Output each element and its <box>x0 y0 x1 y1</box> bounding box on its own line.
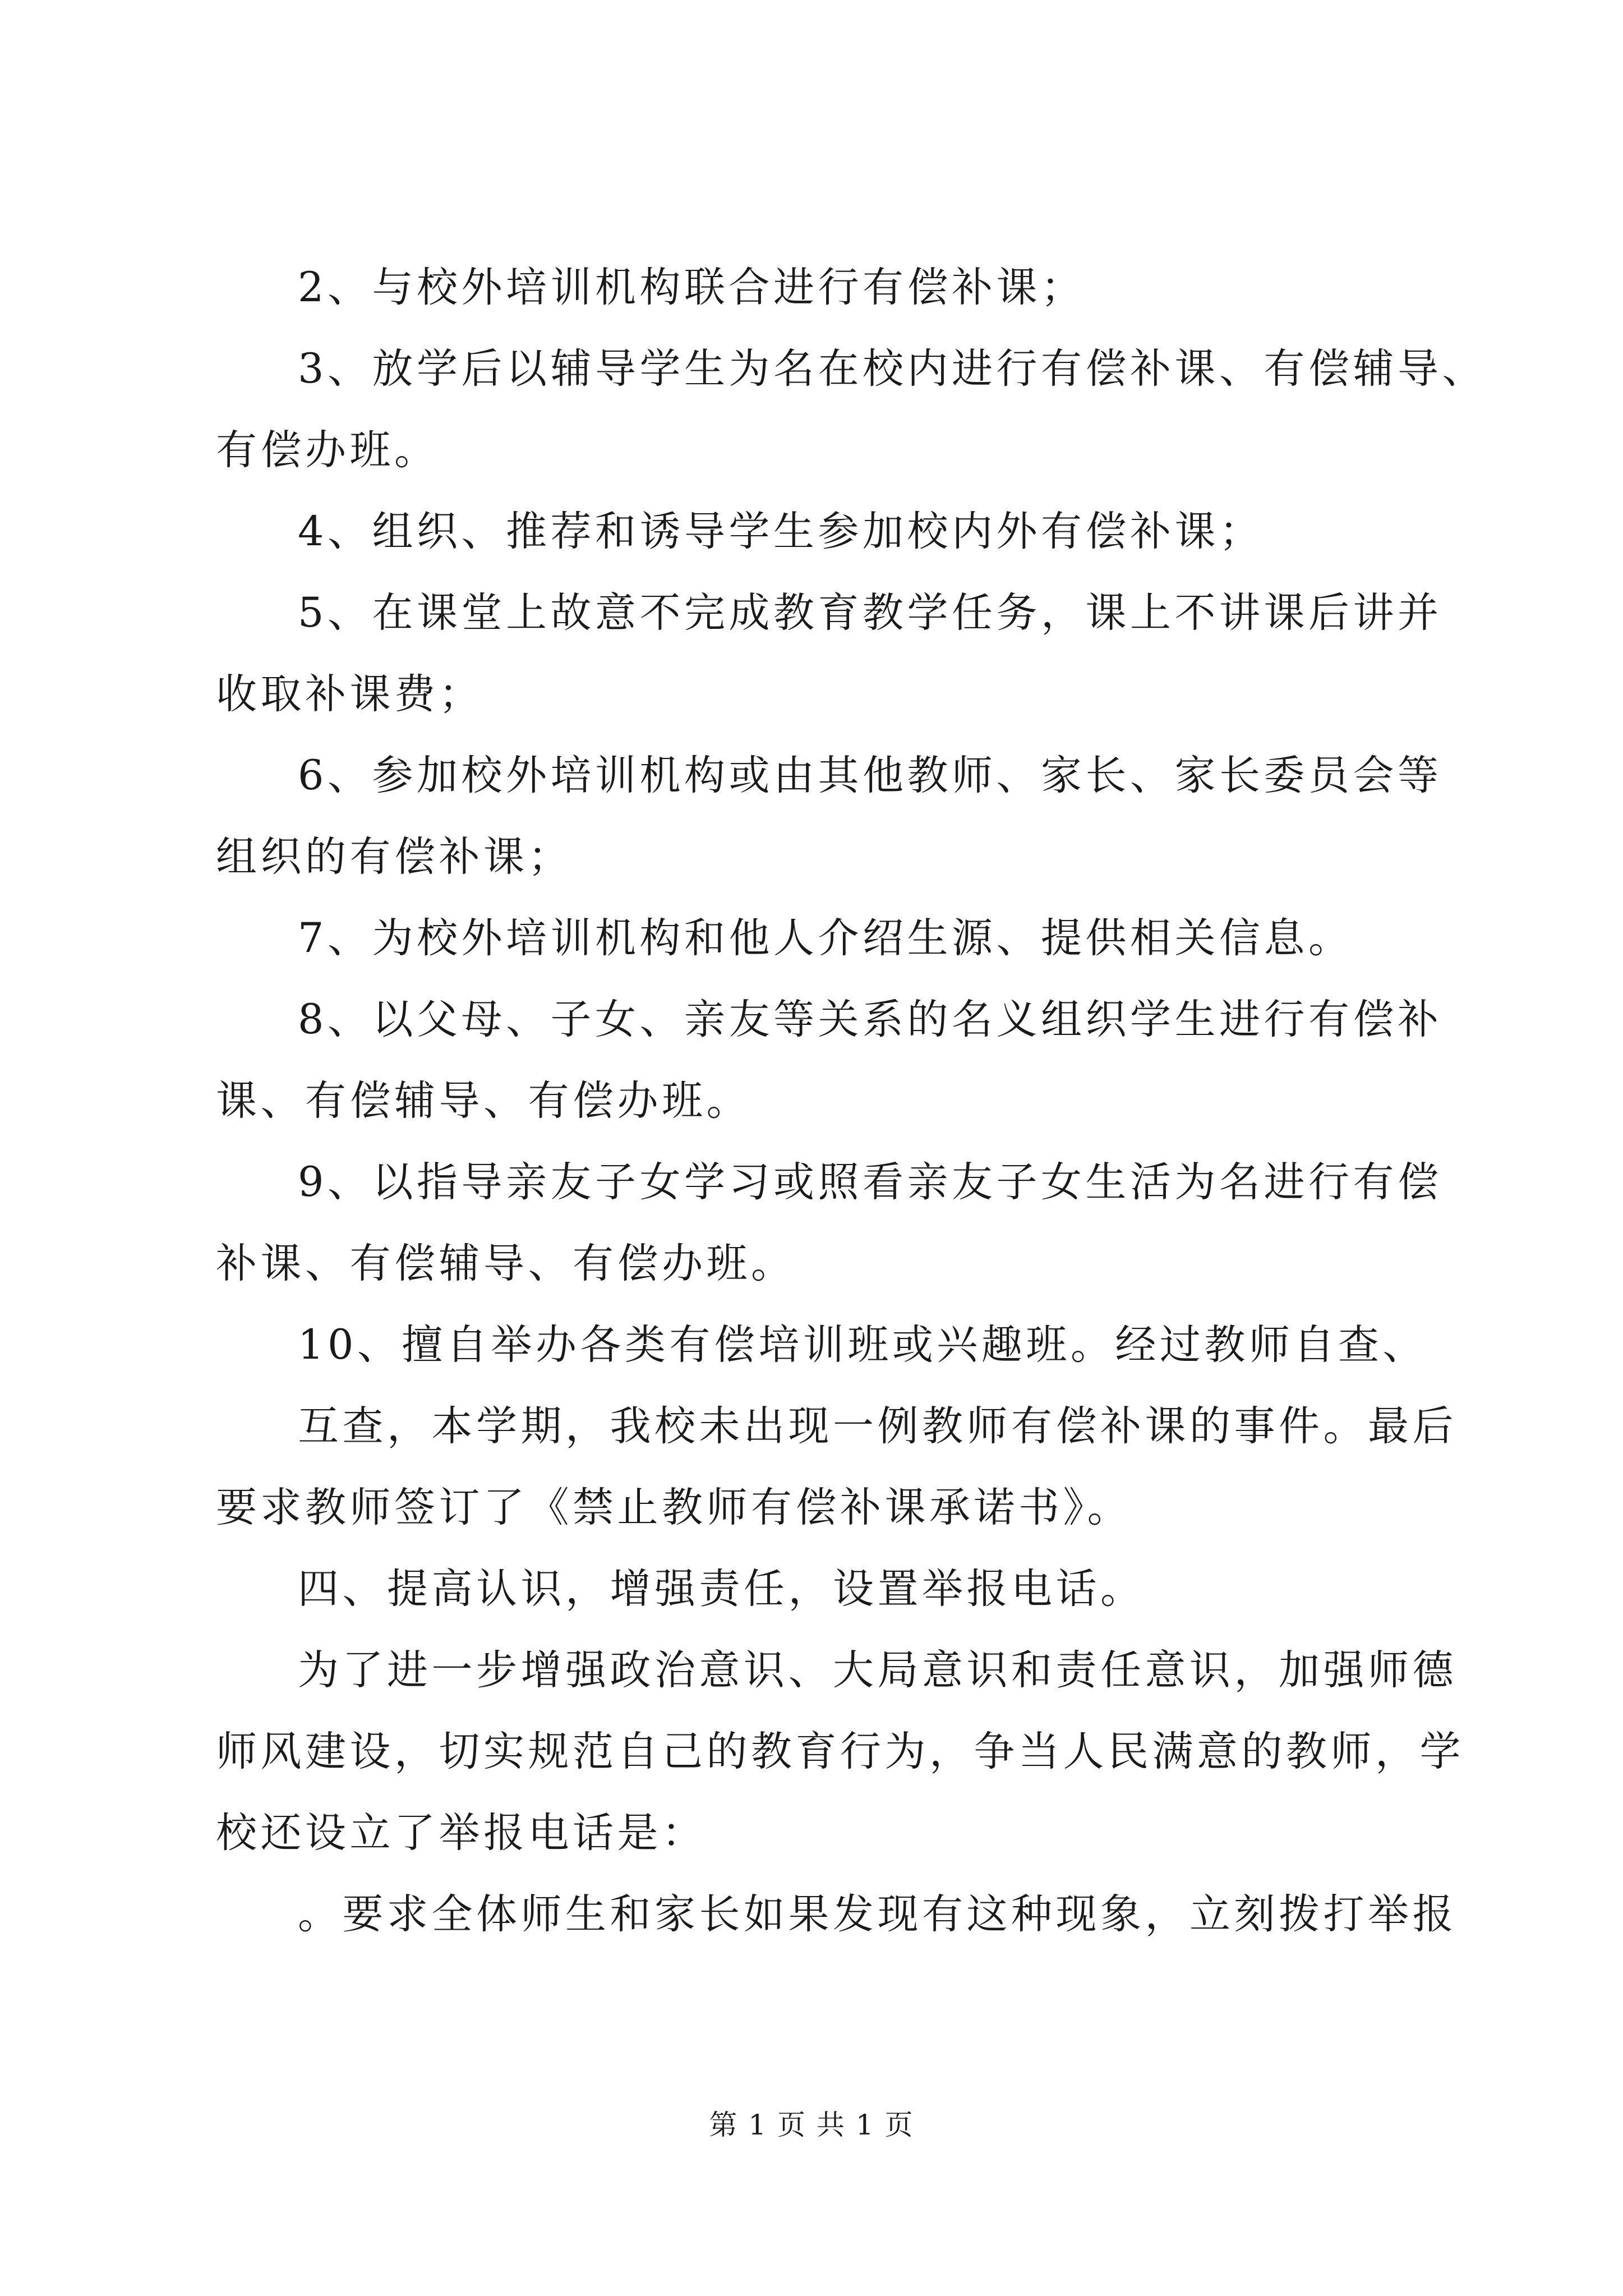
line-2: 3、放学后以辅导学生为名在校内进行有偿补课、有偿辅导、 <box>298 345 1487 393</box>
line-20: 校还设立了举报电话是： <box>216 1809 707 1857</box>
document-body <box>216 247 1487 1955</box>
line-7: 6、参加校外培训机构或由其他教师、家长、家长委员会等 <box>298 752 1442 799</box>
line-13: 补课、有偿辅导、有偿办班。 <box>216 1240 796 1287</box>
line-9: 7、为校外培训机构和他人介绍生源、提供相关信息。 <box>298 914 1353 962</box>
line-6: 收取补课费； <box>216 670 483 718</box>
line-18: 为了进一步增强政治意识、大局意识和责任意识，加强师德 <box>298 1646 1457 1694</box>
page-footer: 第 1 页 共 1 页 <box>709 2109 914 2141</box>
line-11: 课、有偿辅导、有偿办班。 <box>216 1077 751 1125</box>
line-3: 有偿办班。 <box>216 426 439 474</box>
line-14: 10、擅自举办各类有偿培训班或兴趣班。经过教师自查、 <box>298 1321 1427 1369</box>
line-19: 师风建设，切实规范自己的教育行为，争当人民满意的教师，学 <box>216 1728 1464 1775</box>
line-4: 4、组织、推荐和诱导学生参加校内外有偿补课； <box>298 508 1264 555</box>
line-15: 互查，本学期，我校未出现一例教师有偿补课的事件。最后 <box>298 1402 1457 1450</box>
line-21: 。要求全体师生和家长如果发现有这种现象，立刻拨打举报 <box>298 1890 1457 1938</box>
line-8: 组织的有偿补课； <box>216 833 573 881</box>
line-10: 8、以父母、子女、亲友等关系的名义组织学生进行有偿补 <box>298 996 1442 1043</box>
line-1: 2、与校外培训机构联合进行有偿补课； <box>298 264 1086 311</box>
line-12: 9、以指导亲友子女学习或照看亲友子女生活为名进行有偿 <box>298 1158 1442 1206</box>
section-heading-4: 四、提高认识，增强责任，设置举报电话。 <box>298 1565 1145 1613</box>
line-16: 要求教师签订了《禁止教师有偿补课承诺书》。 <box>216 1484 1132 1531</box>
line-5: 5、在课堂上故意不完成教育教学任务，课上不讲课后讲并 <box>298 589 1442 637</box>
